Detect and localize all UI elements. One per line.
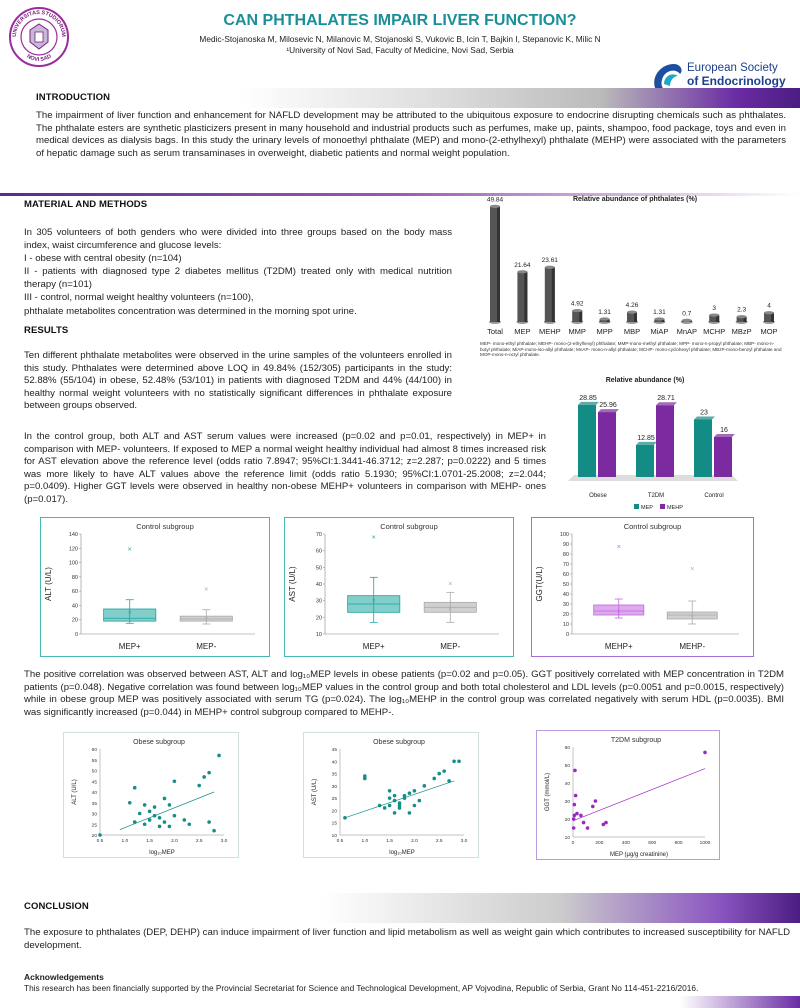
boxplot-title: Control subgroup [623,522,682,531]
x-tick-label: 200 [595,841,604,846]
y-tick-label: 40 [91,791,97,796]
bar-value: 4.92 [570,300,584,308]
outlier-marker: × [448,581,453,588]
mean-marker: × [448,607,453,613]
bar-value: 28.71 [657,395,675,403]
y-tick-label: 45 [331,748,337,753]
y-tick-label: 60 [562,572,569,578]
y-tick-label: 40 [562,592,569,598]
data-point [586,826,590,830]
ast-boxplot [285,518,513,656]
ast-scatter [304,733,478,857]
data-point [138,812,142,816]
data-point [604,821,608,825]
bar-mehp [714,437,732,477]
data-point [207,820,211,824]
bar-top [578,402,599,405]
data-point [393,794,397,798]
y-tick-label: 10 [331,834,337,839]
y-tick-label: 70 [562,562,569,568]
y-tick-label: 80 [562,552,569,558]
boxplot-title: Control subgroup [136,522,194,531]
bar-top [654,317,664,320]
outlier-marker: × [127,546,132,554]
y-tick-label: 45 [91,780,97,786]
y-tick-label: 30 [315,598,322,605]
outlier-marker: × [616,544,621,551]
y-tick-label: 60 [564,746,570,751]
intro-heading: INTRODUCTION [36,92,111,103]
y-tick-label: 25 [331,797,337,803]
y-tick-label: 60 [91,748,97,753]
x-tick-label: MEP [514,327,531,336]
poster-title: CAN PHTHALATES IMPAIR LIVER FUNCTION? [223,12,577,29]
y-tick-label: 0 [74,632,78,638]
x-axis-label: log₁₀MEP [149,850,175,856]
bar-mep [636,445,654,477]
bar-top [709,313,719,316]
legend-swatch [634,504,639,509]
data-point [572,826,576,830]
bar-side [552,267,555,322]
bar-value: 49.84 [486,196,504,204]
data-point [413,789,417,793]
y-tick-label: 100 [68,560,78,567]
intro-band [0,88,800,108]
methods-group1: I - obese with central obesity (n=104) [24,253,182,264]
data-point [98,833,102,837]
ack-text: This research has been financially supported by the Provincial Secretariat for Science and Technological Development, AP Vojvodina, Republic of Serbia, Grant No 114-451-2216/2016. [24,983,699,993]
x-tick-label: MEP+ [118,642,141,651]
university-logo [8,6,70,68]
trend-line [345,781,454,818]
alt-boxplot [41,518,269,656]
bar-side [524,272,527,322]
data-point [703,751,707,755]
x-tick-label: 1.5 [146,839,153,844]
x-tick-label: MPP [596,327,613,336]
results-p2: In the control group, both ALT and AST serum values were increased (p=0.02 and p=0.01, respectively) in MEP+ in comparison with MEP- volunteers. If exposed to MEP a normal weight healthy individual had almost 8 times increased risk for AST elevation above the reference level (odds ratio 7.8947; 95%CI:1.3441-46.3712; z=2.287; p=0.0222) and 5 times was more likely to have ALT values above the reference limit (odds ratio 5.1930; 95%CI:1.0701-25.2008; z=2.044; p=0.0409). Higher GGT levels were observed in healthy non-obese MEHP+ volunteers in comparison with MEHP- ones (p=0.017). [24,431,546,505]
y-tick-label: 35 [91,801,97,807]
logo-text-bottom: NOVI SAD [25,53,53,64]
data-point [573,803,577,807]
methods-group3: III - control, normal weight healthy volunteers (n=100), [24,292,254,303]
data-point [418,799,422,803]
ggt-scatter [537,731,719,859]
bar-top [694,417,715,420]
chart-phthalates-footnote: MEP- mono-ethyl phthalate; MEHP- mono-(2-ethylhexyl) phthalate; MMP-mono-methyl phthalate; MPP- mono-n-propyl phthalate; MBP- mono-n-butyl phthalate; MiAP-mono-iso-allyl phthalate; MnAP- mono-n-allyl phthalate; MCHP- mono-cyclohexyl phthalate; MBzP-mono-benzyl phthalate and MOP-mono-n-octyl phthalate. [480,341,782,357]
ggt-boxplot [532,518,753,656]
methods-group2: II - patients with diagnosed type 2 diabetes mellitus (T2DM) treated only with medical nutrition therapy (n=101) [24,266,452,290]
data-point [202,775,206,779]
scatter-title: T2DM subgroup [610,737,662,744]
bar-top [600,317,610,320]
chart-relative-title: Relative abundance (%) [605,377,685,384]
bar-top [737,315,747,318]
x-tick-label: MEP- [196,642,217,651]
bar-mep [578,405,596,477]
bar-top [572,309,582,312]
data-point [133,820,137,824]
x-axis-label: MEP (µg/g creatinine) [609,852,669,858]
outlier-marker: × [371,534,376,542]
bar-side [579,311,582,322]
data-point [173,779,177,783]
data-point [143,803,147,807]
data-point [163,797,167,801]
y-tick-label: 50 [564,764,570,769]
x-tick-label: 2.5 [195,839,203,844]
data-point [594,799,598,803]
data-point [163,820,167,824]
x-tick-label: 1.0 [121,839,129,844]
y-tick-label: 30 [562,602,569,608]
y-tick-label: 40 [71,603,78,610]
y-tick-label: 0 [565,632,569,638]
bar-value: 4.26 [625,302,639,310]
x-tick-label: MEHP [538,327,561,336]
x-tick-label: Total [487,327,503,336]
y-tick-label: 30 [331,784,337,790]
data-point [579,814,583,818]
x-tick-label: 0.5 [336,839,344,844]
y-axis-label: GGT (mmol/L) [545,772,551,812]
y-tick-label: 35 [331,772,337,778]
y-tick-label: 30 [91,812,97,818]
intro-text: The impairment of liver function and enhancement for NAFLD development may be attributed to the ubiquitous exposure to endocrine disrupting chemicals such as phthalates. The phthalate esters are synthetic plasticizers present in many household and industrial products such as perfumes, make up, paints, shampoo, food package, toys and even in medical devices as dialysis bags. In this study the urinary levels of monoethyl phthalate (MEP) and mono-(2-ethylhexyl) phthalate (MEHP) were associated with the parameters of hepatic damage such as serum transaminases in overweight, diabetic patients and normal weight population. [36,110,786,159]
chart-phthalates [474,196,794,342]
x-tick-label: MEHP- [679,642,706,651]
ggt-scatter-frame [536,730,720,860]
conclusion-heading: CONCLUSION [24,901,89,912]
data-point [388,804,392,808]
bar-top [598,409,619,412]
y-axis-label: ALT (U/L) [72,779,78,805]
data-point [183,818,187,822]
mean-marker: × [127,610,132,617]
bar-top [714,434,735,437]
data-point [572,817,576,821]
x-tick-label: MBzP [731,327,752,336]
data-point [158,825,162,829]
bar-value: 25.96 [599,402,617,410]
bar-top [656,402,677,405]
x-tick-label: MEHP+ [604,642,633,651]
y-tick-label: 20 [562,612,569,618]
y-tick-label: 20 [564,818,570,823]
bar-value: 0.7 [682,310,692,318]
x-tick-label: 1.0 [361,839,369,844]
y-tick-label: 50 [91,769,97,775]
x-tick-label: 2.5 [435,839,443,844]
data-point [582,821,586,825]
y-tick-label: 15 [331,821,337,827]
x-tick-label: 2.0 [411,839,418,844]
data-point [363,774,367,778]
footer-bar [680,996,800,1008]
data-point [408,791,412,795]
data-point [153,805,157,809]
data-point [378,804,382,808]
data-point [212,829,216,833]
y-tick-label: 40 [315,582,322,588]
x-tick-label: 1.5 [386,839,393,844]
data-point [408,811,412,815]
x-tick-label: MEP- [440,642,461,651]
y-axis-label: AST (U/L) [288,566,297,602]
y-tick-label: 25 [91,823,97,829]
y-axis-label: ALT (U/L) [44,567,53,601]
x-tick-label: MOP [760,327,778,336]
bar-top [545,266,555,269]
trend-line [120,792,214,830]
boxplot-title: Control subgroup [380,522,438,531]
methods-text1: In 305 volunteers of both genders who were divided into three groups based on the body mass index, waist circumference and glucose levels: [24,227,452,251]
y-tick-label: 60 [315,548,322,555]
data-point [403,794,407,798]
data-point [153,814,157,818]
bar-value: 21.64 [514,261,531,269]
x-tick-label: MiAP [650,327,669,336]
x-tick-label: 3.0 [460,839,468,844]
x-tick-label: T2DM [647,493,665,499]
data-point [168,825,172,829]
bar-value: 3 [712,305,717,313]
alt-scatter-frame [63,732,239,858]
mean-marker: × [617,610,621,616]
y-tick-label: 50 [562,582,569,588]
bar-value: 12.85 [637,434,655,442]
data-point [398,801,402,805]
conclusion-band [0,893,800,923]
y-tick-label: 80 [71,574,78,581]
mean-marker: × [690,614,694,620]
x-tick-label: 3.0 [220,839,228,844]
y-tick-label: 90 [562,542,569,548]
conclusion-text: The exposure to phthalates (DEP, DEHP) can induce impairment of liver function and lipid metabolism as well as weight gain which contributes to increased susceptibility for NAFLD development. [24,927,790,951]
bar-value: 1.31 [598,308,611,316]
data-point [197,784,201,788]
x-axis-label: log₁₀MEP [389,850,415,856]
legend-swatch [660,504,665,509]
bar-value: 28.85 [579,394,597,402]
data-point [423,784,427,788]
x-tick-label: 2.0 [171,839,178,844]
bar-mehp [598,412,616,477]
bar-value: 4 [767,302,771,310]
mean-marker: × [371,598,376,605]
x-tick-label: 0 [571,841,575,846]
bar-value: 23 [700,409,708,417]
mean-marker: × [204,616,209,623]
data-point [413,804,417,808]
data-point [574,794,578,798]
results-heading: RESULTS [24,325,69,336]
y-tick-label: 20 [91,834,97,839]
data-point [173,814,177,818]
data-point [457,759,461,763]
y-tick-label: 10 [315,632,322,638]
bar-value: 23.61 [541,257,558,265]
x-tick-label: MnAP [676,327,698,336]
x-tick-label: MEP+ [362,642,385,651]
x-tick-label: MCHP [703,327,726,336]
chart-phthalates-title: Relative abundance of phthalates (%) [572,196,698,203]
ggt-boxplot-frame [531,517,754,657]
authors: Medic-Stojanoska M, Milosevic N, Milanovic M, Stojanoski S, Vukovic B, Icin T, Bajkin I, Stepanovic K, Milic N [199,34,601,44]
data-point [393,799,397,803]
results-p3: The positive correlation was observed between AST, ALT and log₁₀MEP levels in obese patients (p=0.02 and p=0.05). GGT positively correlated with MEP concentration in T2DM patients (p=0.048). Negative correlation was found between log₁₀MEP values in the control group and both total cholesterol and LDL levels (p=0.0051 and p=0.0015, respectively) while in obese group MEP was positively associated with serum TG (p=0.024). The log₁₀MEHP in the control group was correlated negatively with serum HDL (p=0.0035). BMI was significantly increased (p=0.044) in MEHP+ control subgroup compared to MEHP-. [24,669,784,718]
ast-boxplot-frame [284,517,514,657]
y-tick-label: 40 [331,760,337,766]
bar-side [634,312,637,322]
bar-value: 1.31 [653,308,666,316]
data-point [133,786,137,790]
data-point [128,801,132,805]
x-tick-label: 800 [674,841,683,846]
trend-line [573,769,705,821]
y-tick-label: 20 [71,617,78,624]
data-point [343,816,347,820]
data-point [447,779,451,783]
bar-top [517,270,527,273]
x-tick-label: Control [704,493,724,499]
outlier-marker: × [690,566,695,573]
y-tick-label: 30 [564,800,570,805]
y-axis-label: GGT(U/L) [535,566,544,602]
bar-value: 16 [720,427,728,434]
data-point [575,812,579,816]
y-axis-label: AST (U/L) [312,778,318,806]
data-point [217,754,221,758]
data-point [207,771,211,775]
bar-top [682,319,692,322]
data-point [442,769,446,773]
ast-scatter-frame [303,732,479,858]
data-point [383,806,387,810]
chart-relative [560,389,750,519]
methods-heading: MATERIAL AND METHODS [24,199,148,210]
data-point [143,822,147,826]
data-point [158,816,162,820]
data-point [573,769,577,773]
y-tick-label: 40 [564,782,570,787]
y-tick-label: 140 [68,532,78,538]
legend-label: MEHP [667,505,683,511]
y-tick-label: 60 [71,589,78,596]
results-p1: Ten different phthalate metabolites were observed in the urine samples of the volunteers enrolled in this study. Phthalates were determined above LOQ in 49.84% (152/305) participants in the study: 52.88% (55/104) in obese, 52.48% (53/101) in patients with diagnosed T2DM and 44% (44/100) in healthy normal weight volunteers with no statistically significant differences in phthalate exposure between groups observed. [24,350,452,412]
y-tick-label: 10 [564,836,570,841]
ack-heading: Acknowledgements [24,972,104,982]
data-point [432,777,436,781]
y-tick-label: 55 [91,758,97,764]
bar-top [490,205,500,208]
ese-line1: European Society [687,62,778,74]
y-tick-label: 120 [68,546,78,553]
data-point [452,759,456,763]
data-point [187,822,191,826]
bar-top [627,311,637,314]
data-point [591,805,595,809]
x-tick-label: 400 [621,841,630,846]
data-point [148,818,152,822]
y-tick-label: 10 [562,622,569,628]
ese-line2: of Endocrinology [687,74,786,88]
x-tick-label: 1000 [699,841,711,846]
alt-boxplot-frame [40,517,270,657]
bar-top [636,442,657,445]
data-point [388,796,392,800]
x-tick-label: Obese [589,493,607,499]
y-tick-label: 20 [331,809,337,815]
alt-scatter [64,733,238,857]
y-tick-label: 50 [315,565,322,572]
y-tick-label: 70 [315,532,322,538]
x-tick-label: 0.5 [96,839,104,844]
bar-mep [694,420,712,478]
legend-label: MEP [641,505,653,511]
y-tick-label: 20 [315,615,322,622]
bar-value: 2.3 [737,306,747,314]
y-tick-label: 100 [559,532,569,538]
methods-text2: phthalate metabolites concentration was determined in the morning spot urine. [24,306,357,317]
x-tick-label: MMP [568,327,586,336]
bar-mehp [656,405,674,477]
bar-side [497,206,500,322]
data-point [148,810,152,814]
data-point [393,811,397,815]
affiliation: ¹University of Novi Sad, Faculty of Medicine, Novi Sad, Serbia [286,45,514,55]
logo-text-top: UNIVERSITAS STUDIORUM [11,9,67,38]
x-tick-label: 600 [648,841,657,846]
outlier-marker: × [204,586,209,594]
data-point [388,789,392,793]
data-point [437,772,441,776]
scatter-title: Obese subgroup [133,739,185,746]
bar-top [764,311,774,314]
x-tick-label: MBP [623,327,641,336]
data-point [168,803,172,807]
scatter-title: Obese subgroup [373,739,425,746]
